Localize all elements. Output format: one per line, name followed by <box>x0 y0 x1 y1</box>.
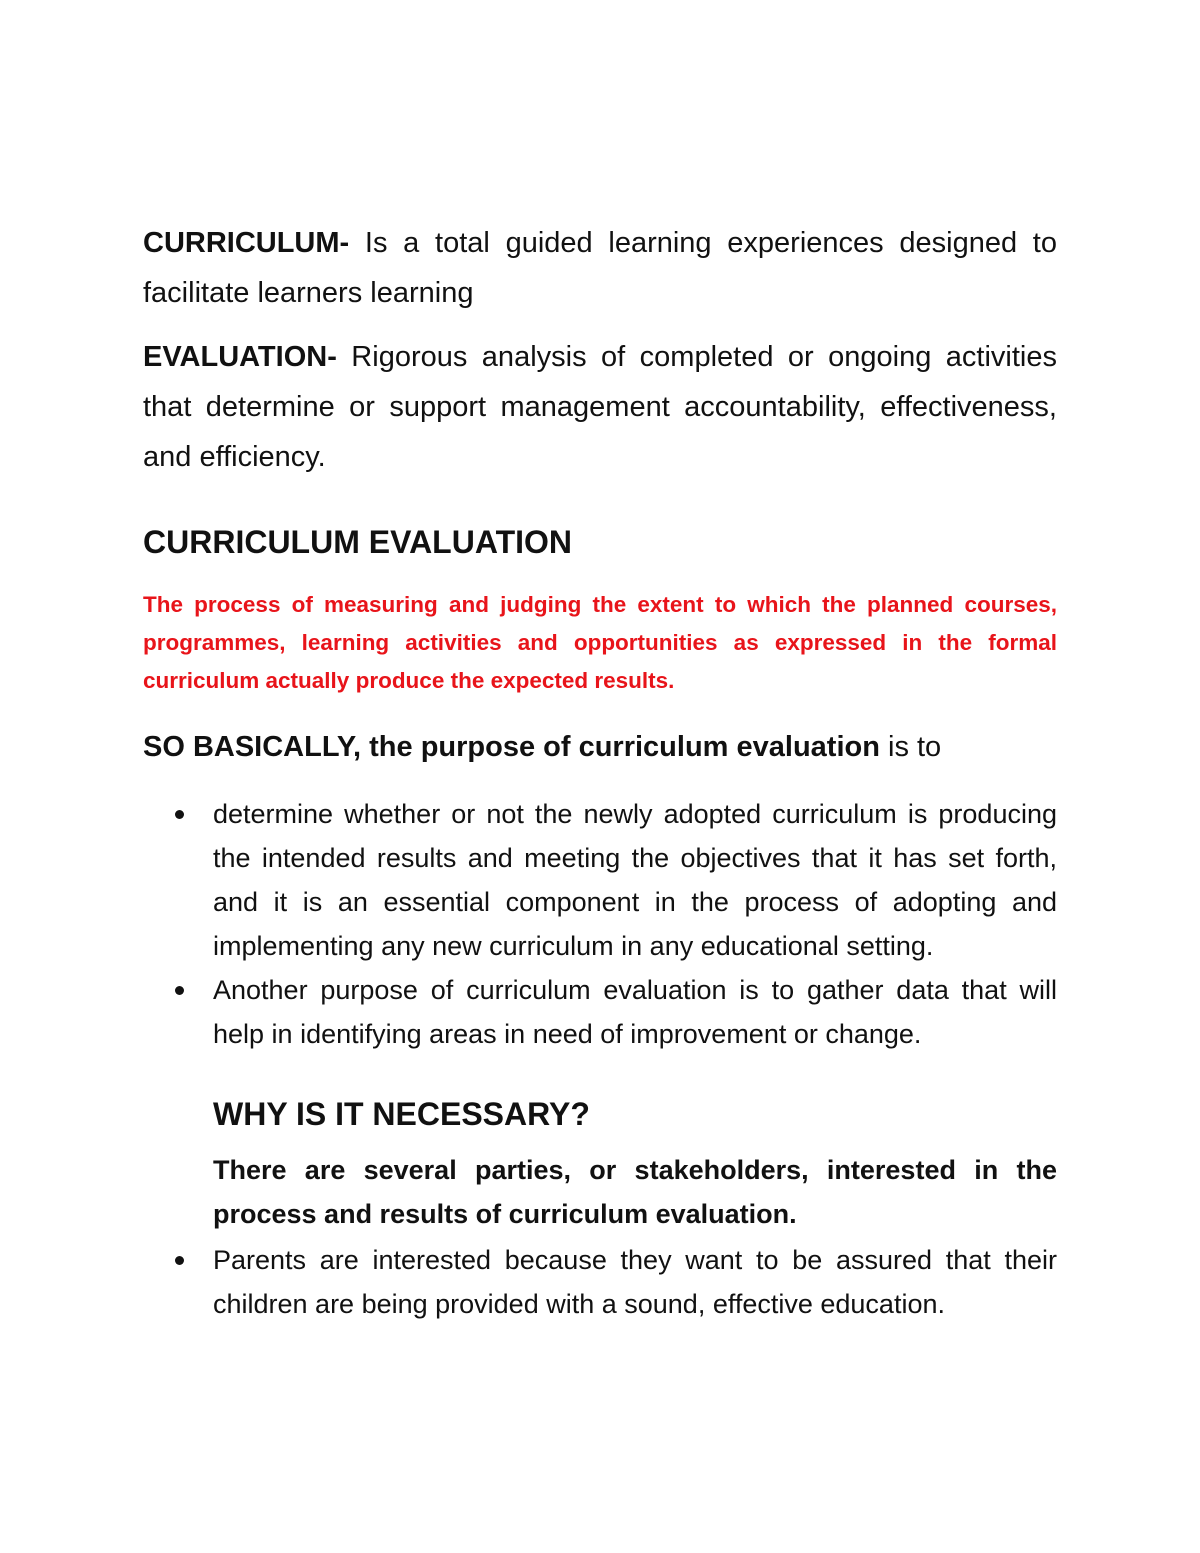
definition-term: CURRICULUM- <box>143 227 350 259</box>
document-page <box>143 218 1057 1326</box>
heading-why-necessary: WHY IS IT NECESSARY? <box>213 1096 590 1132</box>
heading-curriculum-evaluation: CURRICULUM EVALUATION <box>143 524 572 560</box>
list-item <box>143 968 1057 1056</box>
bullet-icon <box>175 986 184 995</box>
list-item-text: Parents are interested because they want to be assured that their children are being provided with a sound, effective education. <box>213 1245 1057 1319</box>
purpose-heading-rest: is to <box>879 731 942 763</box>
list-item-text: Another purpose of curriculum evaluation is to gather data that will help in identifying areas in need of improvement or change. <box>213 975 1057 1049</box>
necessity-bullet-list <box>143 1238 1057 1326</box>
definition-term: EVALUATION- <box>143 341 337 373</box>
definition-curriculum <box>143 218 1057 318</box>
necessity-section <box>143 1084 1057 1236</box>
purpose-heading-bold: SO BASICALLY, the purpose of curriculum evaluation <box>143 731 880 763</box>
bullet-icon <box>175 810 184 819</box>
definition-text: Is a total guided learning experiences designed to facilitate learners learning <box>143 227 1057 309</box>
bullet-icon <box>175 1256 184 1265</box>
list-item <box>143 1238 1057 1326</box>
list-item <box>143 792 1057 968</box>
definition-text: Rigorous analysis of completed or ongoing activities that determine or support management accountability, effectiveness, and efficiency. <box>143 341 1057 473</box>
purpose-heading <box>143 722 1057 772</box>
necessity-intro: There are several parties, or stakeholders, interested in the process and results of curriculum evaluation. <box>213 1155 1057 1229</box>
curriculum-evaluation-definition: The process of measuring and judging the extent to which the planned courses, programmes, learning activities and opportunities as expressed in the formal curriculum actually produce the expected results. <box>143 592 1057 693</box>
list-item-text: determine whether or not the newly adopted curriculum is producing the intended results and meeting the objectives that it has set forth, and it is an essential component in the process of adopting and implementing any new curriculum in any educational setting. <box>213 799 1057 961</box>
purpose-bullet-list <box>143 792 1057 1056</box>
definition-evaluation <box>143 332 1057 482</box>
